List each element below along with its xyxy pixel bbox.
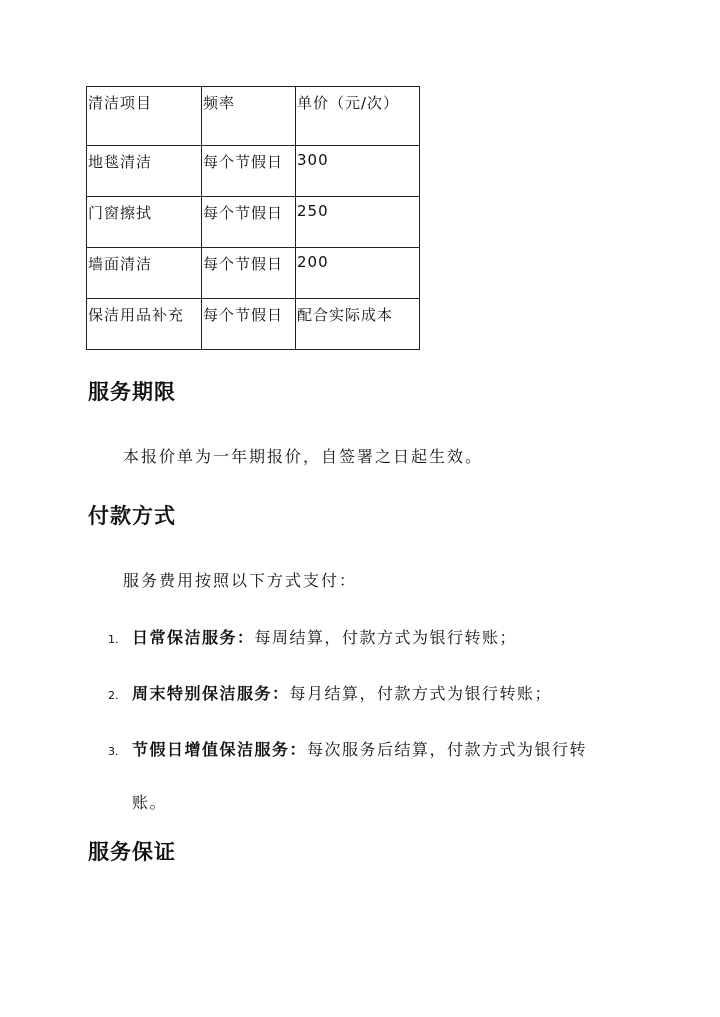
table-cell: 250 xyxy=(296,197,420,248)
guarantee-heading: 服务保证 xyxy=(88,839,176,864)
list-item-term: 周末特别保洁服务： xyxy=(132,684,290,703)
table-cell: 每个节假日 xyxy=(202,146,296,197)
table-cell: 300 xyxy=(296,146,420,197)
table-row xyxy=(87,197,420,248)
table-cell: 每个节假日 xyxy=(202,299,296,350)
table-header-cell: 清洁项目 xyxy=(87,87,202,146)
table-header-row xyxy=(87,87,420,146)
payment-heading: 付款方式 xyxy=(88,503,176,528)
table-row xyxy=(87,146,420,197)
table-cell: 每个节假日 xyxy=(202,248,296,299)
list-item xyxy=(108,625,628,648)
table-cell: 保洁用品补充 xyxy=(87,299,202,350)
list-number: 3. xyxy=(108,745,119,758)
cleaning-price-table xyxy=(86,86,420,350)
table-cell: 200 xyxy=(296,248,420,299)
table-cell: 门窗擦拭 xyxy=(87,197,202,248)
payment-intro-text: 服务费用按照以下方式支付： xyxy=(123,571,358,590)
list-item-desc: 每次服务后结算，付款方式为银行转 xyxy=(307,740,588,759)
list-number: 1. xyxy=(108,633,119,646)
service-period-text: 本报价单为一年期报价，自签署之日起生效。 xyxy=(123,447,484,466)
table-cell: 墙面清洁 xyxy=(87,248,202,299)
table-header-cell: 频率 xyxy=(202,87,296,146)
list-item xyxy=(108,681,628,704)
table-header-cell: 单价（元/次） xyxy=(296,87,420,146)
list-item-term: 日常保洁服务： xyxy=(132,628,255,647)
list-item-desc: 每月结算，付款方式为银行转账； xyxy=(289,684,553,703)
service-period-heading: 服务期限 xyxy=(88,379,176,404)
list-item-desc-continued: 账。 xyxy=(132,793,168,812)
list-item xyxy=(108,737,628,813)
list-item-term: 节假日增值保洁服务： xyxy=(132,740,308,759)
table-cell: 地毯清洁 xyxy=(87,146,202,197)
table-cell: 每个节假日 xyxy=(202,197,296,248)
table-row xyxy=(87,248,420,299)
list-number: 2. xyxy=(108,689,119,702)
table-cell: 配合实际成本 xyxy=(296,299,420,350)
table-row xyxy=(87,299,420,350)
list-item-desc: 每周结算，付款方式为银行转账； xyxy=(254,628,518,647)
